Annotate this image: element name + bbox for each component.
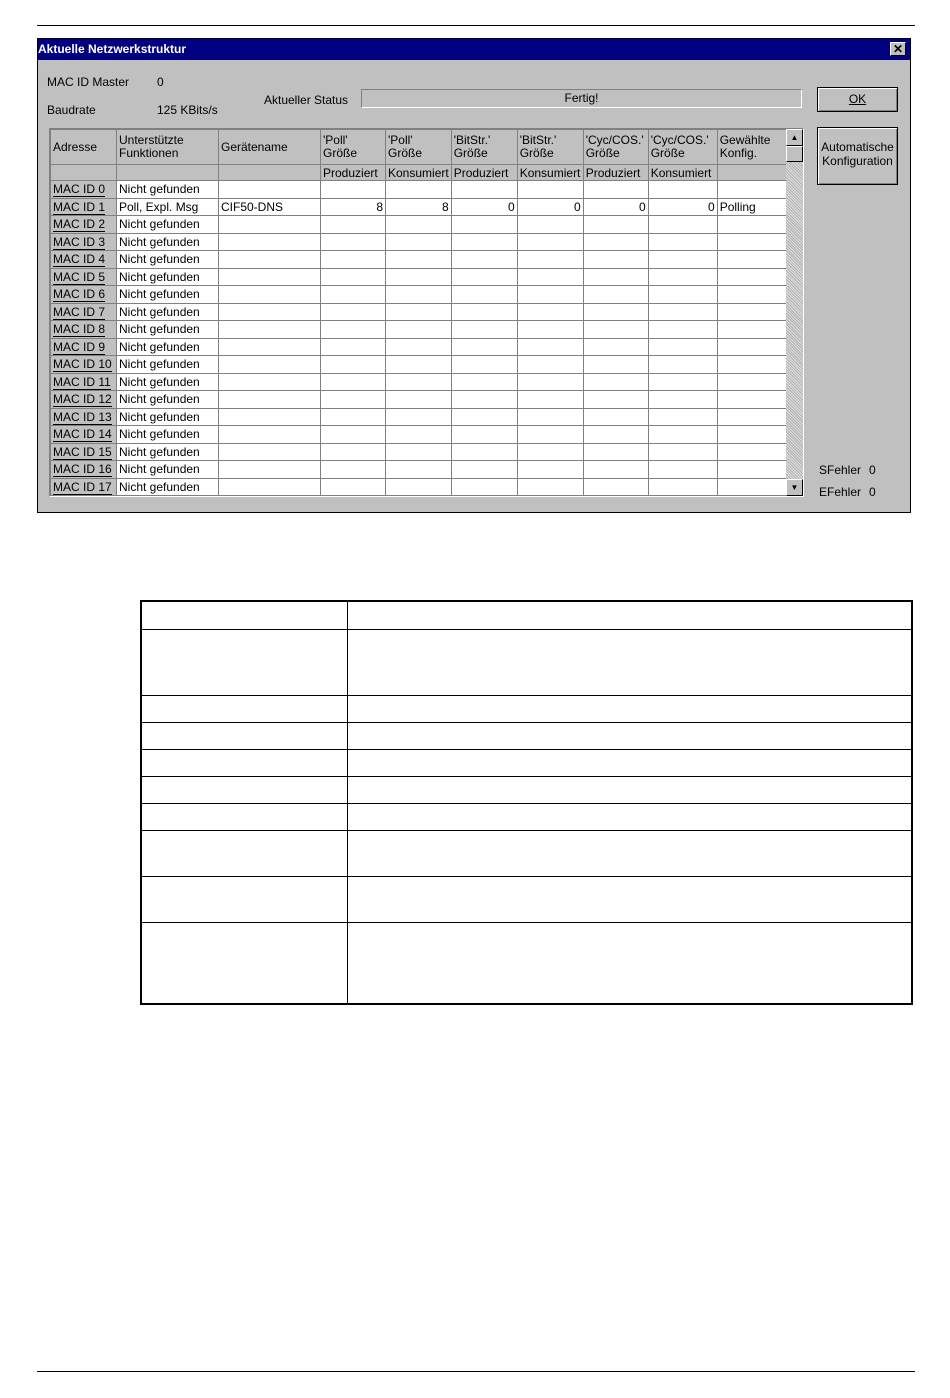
- table-cell[interactable]: [219, 216, 321, 234]
- table-cell[interactable]: Nicht gefunden: [117, 373, 219, 391]
- table-cell[interactable]: [219, 286, 321, 304]
- mac-id-label: MAC ID 17: [53, 479, 112, 494]
- table-cell[interactable]: [517, 443, 583, 461]
- row-header-cell[interactable]: [51, 443, 117, 461]
- table-row[interactable]: [51, 478, 788, 496]
- table-cell[interactable]: [451, 286, 517, 304]
- vertical-scrollbar[interactable]: [786, 129, 803, 496]
- table-cell[interactable]: [321, 216, 386, 234]
- table-row[interactable]: [51, 268, 788, 286]
- table-cell[interactable]: Nicht gefunden: [117, 286, 219, 304]
- table-cell[interactable]: [321, 408, 386, 426]
- table-cell[interactable]: [717, 268, 787, 286]
- table-cell[interactable]: [517, 216, 583, 234]
- table-cell: [141, 876, 347, 922]
- table-cell[interactable]: [219, 233, 321, 251]
- table-cell[interactable]: [386, 321, 452, 339]
- table-cell[interactable]: [648, 233, 717, 251]
- mac-master-label: MAC ID Master: [47, 75, 130, 89]
- efehler-value: 0: [869, 485, 876, 499]
- table-row[interactable]: [51, 233, 788, 251]
- table-cell[interactable]: [648, 286, 717, 304]
- dialog-title: Aktuelle Netzwerkstruktur: [38, 42, 187, 56]
- table-cell[interactable]: [583, 426, 648, 444]
- table-cell[interactable]: [517, 426, 583, 444]
- row-header-cell[interactable]: [51, 338, 117, 356]
- mac-id-label: MAC ID 15: [53, 444, 112, 459]
- row-header-cell[interactable]: [51, 391, 117, 409]
- table-cell: [141, 601, 347, 629]
- table-cell[interactable]: [451, 443, 517, 461]
- column-subheader: [717, 165, 787, 181]
- table-cell[interactable]: [219, 426, 321, 444]
- table-cell[interactable]: [717, 303, 787, 321]
- table-row[interactable]: [51, 426, 788, 444]
- table-cell[interactable]: [517, 356, 583, 374]
- row-header-cell[interactable]: [51, 373, 117, 391]
- table-row[interactable]: [51, 286, 788, 304]
- table-cell[interactable]: [717, 233, 787, 251]
- table-cell[interactable]: [321, 356, 386, 374]
- table-cell[interactable]: [451, 216, 517, 234]
- row-header-cell[interactable]: [51, 268, 117, 286]
- table-cell[interactable]: [648, 461, 717, 479]
- table-cell[interactable]: [583, 251, 648, 269]
- table-cell[interactable]: [219, 321, 321, 339]
- column-header[interactable]: 'Cyc/COS.' Größe: [583, 130, 648, 165]
- table-cell[interactable]: [321, 321, 386, 339]
- table-cell[interactable]: [583, 181, 648, 199]
- table-cell[interactable]: [717, 478, 787, 496]
- mac-id-label: MAC ID 3: [53, 234, 106, 249]
- table-cell[interactable]: [517, 233, 583, 251]
- network-grid[interactable]: [49, 128, 804, 497]
- table-cell[interactable]: [583, 268, 648, 286]
- table-cell[interactable]: [517, 408, 583, 426]
- table-cell[interactable]: Nicht gefunden: [117, 303, 219, 321]
- table-cell: [141, 922, 347, 1004]
- table-cell[interactable]: [648, 478, 717, 496]
- table-cell[interactable]: Nicht gefunden: [117, 233, 219, 251]
- table-cell[interactable]: [583, 373, 648, 391]
- baudrate-value: 125 KBits/s: [157, 103, 218, 117]
- table-cell[interactable]: [386, 181, 452, 199]
- bottom-rule: [37, 1371, 915, 1372]
- table-cell[interactable]: 0: [517, 198, 583, 216]
- auto-config-button[interactable]: [817, 127, 898, 185]
- table-cell[interactable]: [517, 181, 583, 199]
- row-header-cell[interactable]: [51, 216, 117, 234]
- table-cell: [347, 749, 912, 776]
- table-cell[interactable]: Nicht gefunden: [117, 408, 219, 426]
- table-cell[interactable]: [321, 426, 386, 444]
- column-subheader: Konsumiert: [517, 165, 583, 181]
- table-cell[interactable]: [321, 251, 386, 269]
- table-cell[interactable]: [321, 181, 386, 199]
- table-cell[interactable]: [648, 181, 717, 199]
- row-header-cell[interactable]: [51, 286, 117, 304]
- table-cell[interactable]: [451, 356, 517, 374]
- table-cell[interactable]: [717, 356, 787, 374]
- table-row[interactable]: [51, 408, 788, 426]
- table-cell[interactable]: [219, 443, 321, 461]
- row-header-cell[interactable]: [51, 426, 117, 444]
- table-cell[interactable]: [717, 321, 787, 339]
- auto-config-line1: Automatische: [821, 140, 894, 154]
- table-row[interactable]: [51, 373, 788, 391]
- table-cell[interactable]: Nicht gefunden: [117, 391, 219, 409]
- table-cell[interactable]: [321, 233, 386, 251]
- column-header[interactable]: 'Poll' Größe: [321, 130, 386, 165]
- table-cell[interactable]: [386, 373, 452, 391]
- table-cell[interactable]: Nicht gefunden: [117, 338, 219, 356]
- table-cell[interactable]: [451, 408, 517, 426]
- table-cell[interactable]: [583, 443, 648, 461]
- mac-id-label: MAC ID 7: [53, 304, 106, 319]
- mac-id-label: MAC ID 5: [53, 269, 106, 284]
- scroll-thumb[interactable]: [786, 146, 803, 162]
- table-cell[interactable]: CIF50-DNS: [219, 198, 321, 216]
- row-header-cell[interactable]: [51, 233, 117, 251]
- table-cell[interactable]: [583, 356, 648, 374]
- table-cell[interactable]: [648, 426, 717, 444]
- column-subheader: Konsumiert: [386, 165, 452, 181]
- table-cell[interactable]: [648, 251, 717, 269]
- table-cell[interactable]: [517, 461, 583, 479]
- table-cell[interactable]: [583, 321, 648, 339]
- table-cell[interactable]: [451, 338, 517, 356]
- table-cell[interactable]: [583, 478, 648, 496]
- table-row[interactable]: [51, 251, 788, 269]
- table-cell[interactable]: [451, 303, 517, 321]
- table-cell[interactable]: [517, 286, 583, 304]
- network-table: [50, 129, 788, 496]
- table-cell[interactable]: [717, 251, 787, 269]
- efehler-label: EFehler: [819, 485, 862, 499]
- table-cell[interactable]: [219, 303, 321, 321]
- table-cell[interactable]: [717, 338, 787, 356]
- mac-id-label: MAC ID 14: [53, 427, 112, 442]
- mac-id-label: MAC ID 6: [53, 287, 106, 302]
- table-row[interactable]: [51, 303, 788, 321]
- table-cell[interactable]: Nicht gefunden: [117, 443, 219, 461]
- table-cell[interactable]: [517, 373, 583, 391]
- table-row[interactable]: [51, 181, 788, 199]
- table-cell: [347, 876, 912, 922]
- table-cell[interactable]: [717, 391, 787, 409]
- table-cell[interactable]: [648, 216, 717, 234]
- table-cell[interactable]: [219, 338, 321, 356]
- table-cell[interactable]: [386, 391, 452, 409]
- mac-id-label: MAC ID 13: [53, 409, 112, 424]
- table-cell[interactable]: [451, 268, 517, 286]
- table-cell[interactable]: [583, 286, 648, 304]
- table-cell[interactable]: [517, 321, 583, 339]
- sfehler-value: 0: [869, 463, 876, 477]
- table-cell[interactable]: [717, 216, 787, 234]
- auto-config-line2: Konfiguration: [822, 154, 893, 168]
- table-cell[interactable]: [583, 303, 648, 321]
- table-cell[interactable]: [451, 373, 517, 391]
- status-field: Fertig!: [361, 89, 802, 108]
- ok-button[interactable]: [817, 87, 898, 112]
- table-cell[interactable]: [451, 181, 517, 199]
- table-cell[interactable]: Nicht gefunden: [117, 181, 219, 199]
- mac-id-label: MAC ID 4: [53, 252, 106, 267]
- table-cell[interactable]: [648, 443, 717, 461]
- table-cell: [141, 830, 347, 876]
- table-cell[interactable]: [451, 233, 517, 251]
- table-cell[interactable]: [321, 373, 386, 391]
- dialog-titlebar: [38, 39, 910, 60]
- table-cell: [347, 601, 912, 629]
- table-cell[interactable]: Nicht gefunden: [117, 356, 219, 374]
- table-cell[interactable]: [219, 408, 321, 426]
- row-header-cell[interactable]: [51, 461, 117, 479]
- mac-id-label: MAC ID 11: [53, 374, 111, 389]
- table-cell[interactable]: [648, 408, 717, 426]
- table-cell[interactable]: [386, 251, 452, 269]
- row-header-cell[interactable]: [51, 251, 117, 269]
- table-cell[interactable]: [386, 356, 452, 374]
- column-subheader: [219, 165, 321, 181]
- table-cell[interactable]: [717, 461, 787, 479]
- column-subheader: Produziert: [451, 165, 517, 181]
- table-cell: [347, 629, 912, 695]
- table-cell: [141, 776, 347, 803]
- table-cell[interactable]: [386, 286, 452, 304]
- row-header-cell[interactable]: [51, 478, 117, 496]
- table-cell[interactable]: [321, 443, 386, 461]
- table-cell[interactable]: [219, 356, 321, 374]
- row-header-cell[interactable]: [51, 303, 117, 321]
- mac-id-label: MAC ID 12: [53, 392, 112, 407]
- table-cell[interactable]: [583, 461, 648, 479]
- table-cell[interactable]: 8: [386, 198, 452, 216]
- table-row[interactable]: [51, 321, 788, 339]
- table-row[interactable]: [51, 443, 788, 461]
- table-cell[interactable]: [583, 233, 648, 251]
- mac-id-label: MAC ID 9: [53, 339, 106, 354]
- mac-id-label: MAC ID 10: [53, 357, 112, 372]
- column-header[interactable]: 'Poll' Größe: [386, 130, 452, 165]
- subheader-row: [51, 165, 788, 181]
- mac-id-label: MAC ID 1: [53, 199, 106, 214]
- table-cell[interactable]: [386, 461, 452, 479]
- table-cell[interactable]: Poll, Expl. Msg: [117, 198, 219, 216]
- table-cell[interactable]: [321, 303, 386, 321]
- status-label: Aktueller Status: [264, 93, 349, 107]
- table-row[interactable]: [51, 391, 788, 409]
- table-cell[interactable]: [386, 338, 452, 356]
- column-header[interactable]: Unterstützte Funktionen: [117, 130, 219, 165]
- table-cell[interactable]: [451, 251, 517, 269]
- table-cell[interactable]: 8: [321, 198, 386, 216]
- scroll-up-icon[interactable]: ▲: [786, 129, 803, 146]
- table-cell[interactable]: [583, 408, 648, 426]
- table-cell[interactable]: Nicht gefunden: [117, 461, 219, 479]
- table-cell[interactable]: [451, 461, 517, 479]
- column-subheader: Produziert: [321, 165, 386, 181]
- table-cell: [347, 722, 912, 749]
- table-cell: [347, 803, 912, 830]
- table-cell[interactable]: [219, 373, 321, 391]
- table-cell[interactable]: [321, 391, 386, 409]
- table-cell[interactable]: [386, 443, 452, 461]
- table-cell[interactable]: [648, 391, 717, 409]
- row-header-cell[interactable]: [51, 181, 117, 199]
- table-cell: [347, 830, 912, 876]
- table-cell[interactable]: [648, 373, 717, 391]
- table-cell[interactable]: [321, 461, 386, 479]
- table-cell[interactable]: [517, 391, 583, 409]
- column-subheader: [117, 165, 219, 181]
- column-subheader: Produziert: [583, 165, 648, 181]
- table-cell[interactable]: [321, 286, 386, 304]
- table-cell[interactable]: [219, 461, 321, 479]
- table-cell[interactable]: Nicht gefunden: [117, 251, 219, 269]
- close-icon[interactable]: ✕: [890, 42, 906, 56]
- table-cell: [141, 749, 347, 776]
- mac-id-label: MAC ID 2: [53, 217, 106, 232]
- mac-id-label: MAC ID 0: [53, 182, 106, 197]
- scroll-down-icon[interactable]: ▼: [786, 479, 803, 496]
- table-cell[interactable]: [219, 268, 321, 286]
- table-cell: [141, 803, 347, 830]
- table-cell: [347, 922, 912, 1004]
- table-cell[interactable]: [451, 426, 517, 444]
- table-row[interactable]: [51, 216, 788, 234]
- column-header[interactable]: Adresse: [51, 130, 117, 165]
- row-header-cell[interactable]: [51, 408, 117, 426]
- table-cell[interactable]: Polling: [717, 198, 787, 216]
- table-row[interactable]: [51, 338, 788, 356]
- column-subheader: [51, 165, 117, 181]
- table-cell[interactable]: [517, 268, 583, 286]
- table-cell[interactable]: [648, 321, 717, 339]
- table-cell[interactable]: [386, 216, 452, 234]
- table-cell[interactable]: Nicht gefunden: [117, 478, 219, 496]
- table-cell[interactable]: [219, 251, 321, 269]
- table-cell[interactable]: 0: [583, 198, 648, 216]
- table-cell[interactable]: [386, 408, 452, 426]
- description-table: [140, 600, 913, 1005]
- table-cell[interactable]: [717, 286, 787, 304]
- table-cell[interactable]: [648, 268, 717, 286]
- table-cell[interactable]: [517, 251, 583, 269]
- network-structure-dialog: [37, 38, 911, 513]
- table-cell: [347, 776, 912, 803]
- table-cell[interactable]: [717, 443, 787, 461]
- table-cell: [141, 695, 347, 722]
- table-cell[interactable]: [451, 478, 517, 496]
- mac-id-label: MAC ID 16: [53, 462, 112, 477]
- table-cell[interactable]: [583, 338, 648, 356]
- table-cell[interactable]: [451, 391, 517, 409]
- table-cell[interactable]: [717, 426, 787, 444]
- table-cell[interactable]: Nicht gefunden: [117, 426, 219, 444]
- baudrate-label: Baudrate: [47, 103, 96, 117]
- table-cell[interactable]: [219, 478, 321, 496]
- table-cell[interactable]: [517, 303, 583, 321]
- column-subheader: Konsumiert: [648, 165, 717, 181]
- column-header[interactable]: Gewählte Konfig.: [717, 130, 787, 165]
- table-cell[interactable]: [717, 181, 787, 199]
- column-header[interactable]: 'BitStr.' Größe: [517, 130, 583, 165]
- table-row[interactable]: [51, 356, 788, 374]
- row-header-cell[interactable]: [51, 321, 117, 339]
- table-cell[interactable]: [717, 373, 787, 391]
- table-cell[interactable]: [451, 321, 517, 339]
- table-cell[interactable]: [517, 338, 583, 356]
- table-cell[interactable]: [219, 181, 321, 199]
- table-cell[interactable]: [386, 426, 452, 444]
- table-cell[interactable]: [321, 268, 386, 286]
- table-cell: [141, 722, 347, 749]
- top-rule: [37, 25, 915, 26]
- table-cell[interactable]: Nicht gefunden: [117, 268, 219, 286]
- table-cell[interactable]: [583, 216, 648, 234]
- table-cell[interactable]: [219, 391, 321, 409]
- table-cell[interactable]: [717, 408, 787, 426]
- table-cell[interactable]: [386, 303, 452, 321]
- column-header[interactable]: 'Cyc/COS.' Größe: [648, 130, 717, 165]
- table-cell[interactable]: [386, 233, 452, 251]
- table-cell[interactable]: [321, 338, 386, 356]
- table-row[interactable]: [51, 198, 788, 216]
- table-cell[interactable]: [386, 268, 452, 286]
- table-cell[interactable]: Nicht gefunden: [117, 216, 219, 234]
- table-cell: [347, 695, 912, 722]
- row-header-cell[interactable]: [51, 198, 117, 216]
- table-cell[interactable]: 0: [451, 198, 517, 216]
- table-cell[interactable]: 0: [648, 198, 717, 216]
- table-cell[interactable]: [648, 303, 717, 321]
- table-cell[interactable]: [321, 478, 386, 496]
- table-cell[interactable]: [583, 391, 648, 409]
- table-cell[interactable]: [648, 338, 717, 356]
- header-row: [51, 130, 788, 165]
- sfehler-label: SFehler: [819, 463, 862, 477]
- row-header-cell[interactable]: [51, 356, 117, 374]
- table-cell[interactable]: Nicht gefunden: [117, 321, 219, 339]
- column-header[interactable]: 'BitStr.' Größe: [451, 130, 517, 165]
- table-row[interactable]: [51, 461, 788, 479]
- mac-id-label: MAC ID 8: [53, 322, 106, 337]
- table-cell[interactable]: [648, 356, 717, 374]
- table-cell[interactable]: [517, 478, 583, 496]
- ok-button-label: OK: [848, 92, 867, 106]
- table-cell: [141, 629, 347, 695]
- column-header[interactable]: Gerätename: [219, 130, 321, 165]
- table-cell[interactable]: [386, 478, 452, 496]
- mac-master-value: 0: [157, 75, 164, 89]
